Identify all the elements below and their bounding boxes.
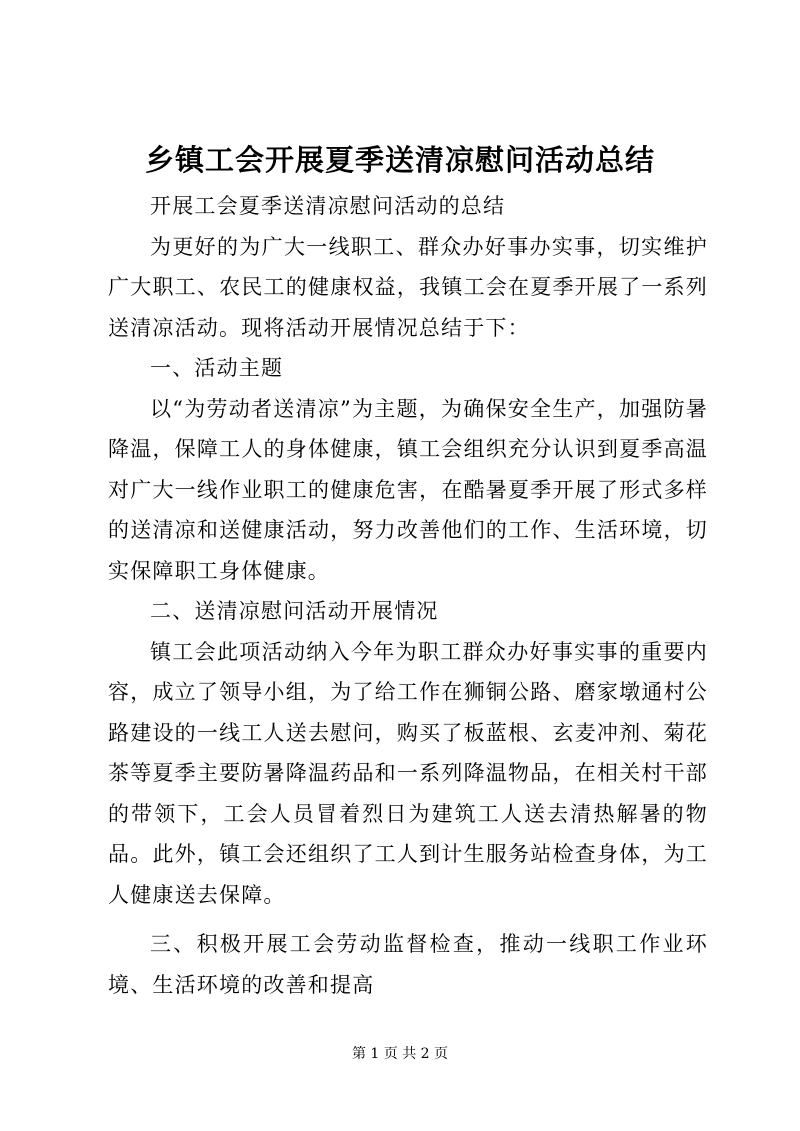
page-footer: 第 1 页 共 2 页 bbox=[351, 1046, 449, 1062]
section-heading-3: 三、积极开展工会劳动监督检查，推动一线职工作业环境、生活环境的改善和提高 bbox=[108, 932, 708, 997]
section-heading-2: 二、送清凉慰问活动开展情况 bbox=[150, 599, 439, 623]
page-title: 乡镇工会开展夏季送清凉慰问活动总结 bbox=[144, 143, 655, 177]
section-heading-1: 一、活动主题 bbox=[150, 356, 284, 380]
subtitle-paragraph: 开展工会夏季送清凉慰问活动的总结 bbox=[150, 194, 506, 218]
section-2-paragraph: 镇工会此项活动纳入今年为职工群众办好事实事的重要内容，成立了领导小组，为了给工作在狮铜公路、磨家墩通村公路建设的一线工人送去慰问，购买了板蓝根、玄麦冲剂、菊花茶等夏季主要防暑降温药品和一系列降温物品，在相关村干部的带领下，工会人员冒着烈日为建筑工人送去清热解暑的物品。此外，镇工会还组织了工人到计生服务站检查身体，为工人健康送去保障。 bbox=[108, 639, 708, 907]
document-body bbox=[108, 186, 708, 1005]
intro-paragraph: 为更好的为广大一线职工、群众办好事办实事，切实维护广大职工、农民工的健康权益，我镇工会在夏季开展了一系列送清凉活动。现将活动开展情况总结于下： bbox=[108, 234, 708, 340]
section-1-paragraph: 以“为劳动者送清凉”为主题，为确保安全生产，加强防暑降温，保障工人的身体健康，镇工会组织充分认识到夏季高温对广大一线作业职工的健康危害，在酷暑夏季开展了形式多样的送清凉和送健康活动，努力改善他们的工作、生活环境，切实保障职工身体健康。 bbox=[108, 396, 708, 583]
